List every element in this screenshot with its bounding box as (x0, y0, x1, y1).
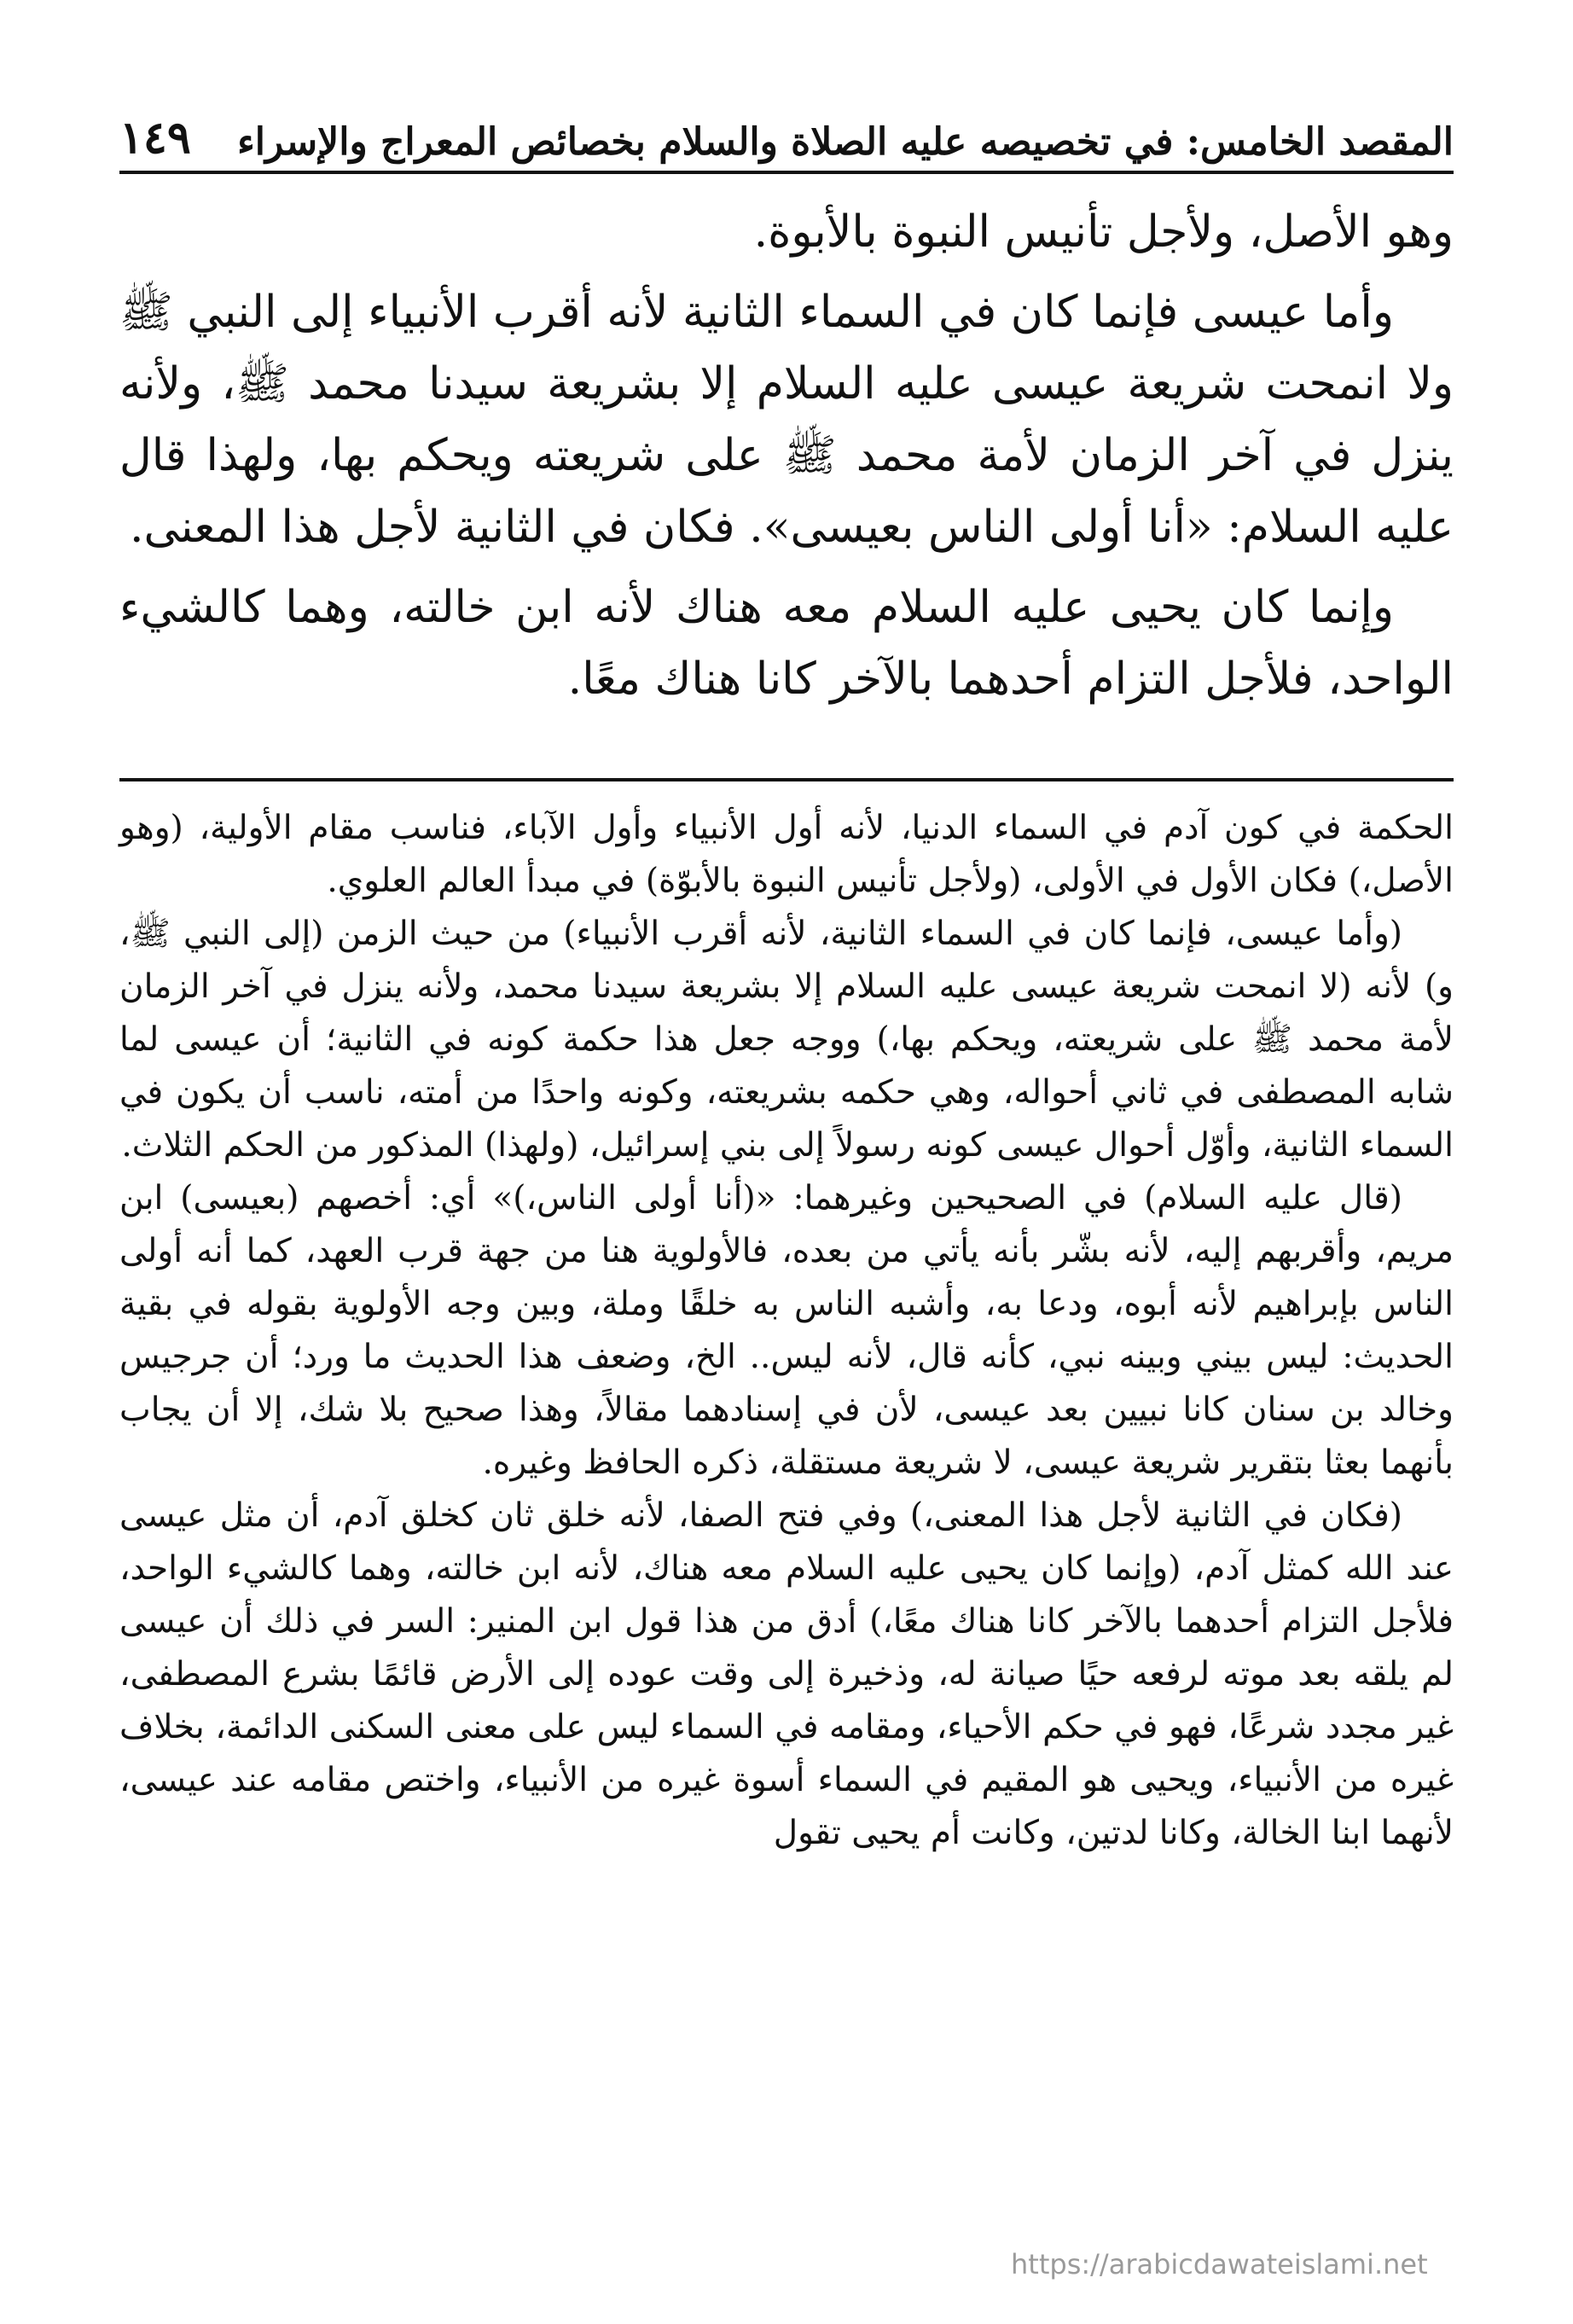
main-paragraph: وإنما كان يحيى عليه السلام معه هناك لأنه ابن خالته، وهما كالشيء الواحد، فلأجل التزام أحدهما بالآخر كانا هناك معًا. (119, 582, 1454, 705)
main-text (119, 196, 1454, 723)
page-number: ١٤٩ (119, 112, 191, 164)
section-divider (119, 778, 1454, 781)
commentary-paragraph: (قال عليه السلام) في الصحيحين وغيرهما: «(أنا أولى الناس،)» أي: أخصهم (بعيسى) ابن مريم، وأقربهم إليه، لأنه بشّر بأنه يأتي من بعده، فالأولوية هنا من جهة قرب العهد، كما أنه أولى الناس بإبراهيم لأنه أبوه، ودعا به، وأشبه الناس به خلقًا وملة، وبين وجه الأولوية بقوله في بقية الحديث: ليس بيني وبينه نبي، كأنه قال، لأنه ليس.. الخ، وضعف هذا الحديث ما ورد؛ أن جرجيس وخالد بن سنان كانا نبيين بعد عيسى، لأن في إسنادهما مقالاً، وهذا صحيح بلا شك، إلا أن يجاب بأنهما بعثا بتقرير شريعة عيسى، لا شريعة مستقلة، ذكره الحافظ وغيره. (119, 1179, 1454, 1482)
commentary-paragraph: (وأما عيسى، فإنما كان في السماء الثانية، لأنه أقرب الأنبياء) من حيث الزمن (إلى النبي ﷺ، و) لأنه (لا انمحت شريعة عيسى عليه السلام إلا بشريعة سيدنا محمد، ولأنه ينزل في آخر الزمان لأمة محمد ﷺ على شريعته، ويحكم بها،) ووجه جعل هذا حكمة كونه في الثانية؛ أن عيسى لما شابه المصطفى في ثاني أحواله، وهي حكمه بشريعته، وكونه واحدًا من أمته، ناسب أن يكون في السماء الثانية، وأوّل أحوال عيسى كونه رسولاً إلى بني إسرائيل، (ولهذا) المذكور من الحكم الثلاث. (119, 915, 1454, 1165)
commentary-paragraph: (فكان في الثانية لأجل هذا المعنى،) وفي فتح الصفا، لأنه خلق ثان كخلق آدم، أن مثل عيسى عند الله كمثل آدم، (وإنما كان يحيى عليه السلام معه هناك، لأنه ابن خالته، وهما كالشيء الواحد، فلأجل التزام أحدهما بالآخر كانا هناك معًا،) أدق من هذا قول ابن المنير: السر في ذلك أن عيسى لم يلقه بعد موته لرفعه حيًا صيانة له، وذخيرة إلى وقت عوده إلى الأرض قائمًا بشرع المصطفى، غير مجدد شرعًا، فهو في حكم الأحياء، ومقامه في السماء ليس على معنى السكنى الدائمة، بخلاف غيره من الأنبياء، ويحيى هو المقيم في السماء أسوة غيره من الأنبياء، واختص مقامه عند عيسى، لأنهما ابنا الخالة، وكانا لدتين، وكانت أم يحيى تقول (119, 1496, 1454, 1852)
commentary-text (119, 802, 1454, 1860)
running-header (119, 96, 1454, 174)
header-title: المقصد الخامس: في تخصيصه عليه الصلاة والسلام بخصائص المعراج والإسراء (237, 120, 1454, 164)
main-paragraph: وهو الأصل، ولأجل تأنيس النبوة بالأبوة. (753, 206, 1454, 258)
main-paragraph: وأما عيسى فإنما كان في السماء الثانية لأنه أقرب الأنبياء إلى النبي ﷺ ولا انمحت شريعة عيسى عليه السلام إلا بشريعة سيدنا محمد ﷺ، ولأنه ينزل في آخر الزمان لأمة محمد ﷺ على شريعته ويحكم بها، ولهذا قال عليه السلام: «أنا أولى الناس بعيسى». فكان في الثانية لأجل هذا المعنى. (119, 287, 1454, 553)
watermark-url: https://arabicdawateislami.net (1011, 2248, 1428, 2280)
commentary-paragraph: الحكمة في كون آدم في السماء الدنيا، لأنه أول الأنبياء وأول الآباء، فناسب مقام الأولية، (وهو الأصل،) فكان الأول في الأولى، (ولأجل تأنيس النبوة بالأبوّة) في مبدأ العالم العلوي. (119, 809, 1454, 900)
